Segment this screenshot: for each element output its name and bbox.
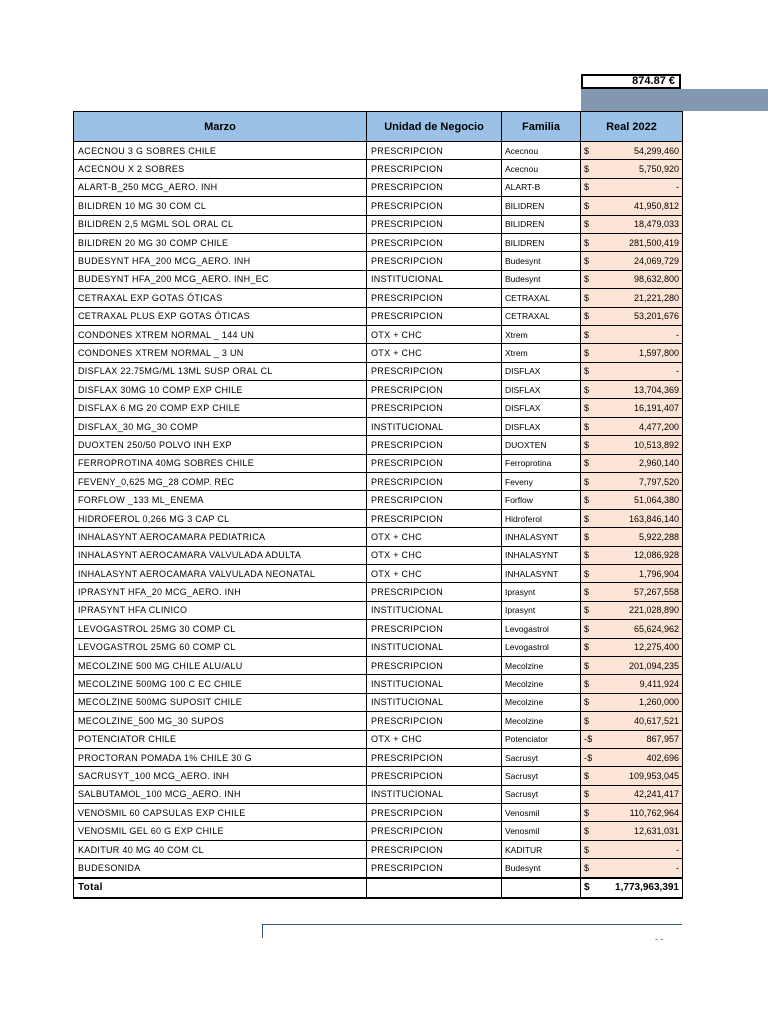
currency-symbol: $ [584,660,590,671]
table-row [74,197,683,215]
currency-symbol: $ [584,421,590,432]
product-cell: SACRUSYT_100 MCG_AERO. INH [74,767,367,785]
amount-value: 16,191,407 [633,403,679,414]
product-cell: PROCTORAN POMADA 1% CHILE 30 G [74,748,367,766]
table-row [74,307,683,325]
amount-value: 65,624,962 [633,623,679,634]
amount-value: 109,953,045 [628,770,679,781]
business-unit-cell: PRESCRIPCION [367,215,502,233]
family-cell: DISFLAX [502,381,581,399]
amount-value: 201,094,235 [628,660,679,671]
family-cell: Mecolzine [502,712,581,730]
table-row [74,785,683,803]
currency-symbol: $ [584,587,590,598]
currency-symbol: $ [584,568,590,579]
total-row [74,878,683,898]
table-row [74,362,683,380]
currency-symbol: $ [584,882,590,894]
currency-symbol: $ [584,770,590,781]
currency-symbol: $ [584,458,590,469]
currency-symbol: $ [584,476,590,487]
header-real-2022: Real 2022 [581,112,683,142]
amount-value: 41,950,812 [633,200,679,211]
currency-symbol: $ [584,789,590,800]
amount-cell [581,712,683,730]
business-unit-cell: PRESCRIPCION [367,656,502,674]
family-cell: Venosmil [502,822,581,840]
business-unit-cell: PRESCRIPCION [367,583,502,601]
amount-cell [581,381,683,399]
currency-symbol: $ [584,292,590,303]
table-row [74,473,683,491]
family-cell: Xtrem [502,325,581,343]
currency-symbol: $ [584,384,590,395]
product-cell: BUDESYNT HFA_200 MCG_AERO. INH_EC [74,270,367,288]
amount-value: 21,221,280 [633,292,679,303]
currency-symbol: $ [584,311,590,322]
currency-symbol: $ [584,256,590,267]
product-cell: DISFLAX 30MG 10 COMP EXP CHILE [74,381,367,399]
business-unit-cell: PRESCRIPCION [367,197,502,215]
business-unit-cell: INSTITUCIONAL [367,270,502,288]
business-unit-cell: PRESCRIPCION [367,178,502,196]
amount-cell [581,528,683,546]
currency-symbol: $ [584,403,590,414]
business-unit-cell: PRESCRIPCION [367,840,502,858]
amount-cell [581,491,683,509]
business-unit-cell: INSTITUCIONAL [367,638,502,656]
table-row [74,289,683,307]
table-row [74,712,683,730]
currency-symbol: $ [584,347,590,358]
amount-cell [581,546,683,564]
amount-cell [581,289,683,307]
business-unit-cell: PRESCRIPCION [367,620,502,638]
amount-cell [581,197,683,215]
currency-symbol: $ [584,623,590,634]
product-cell: DUOXTEN 250/50 POLVO INH EXP [74,436,367,454]
amount-value: 12,631,031 [633,826,679,837]
amount-value: - [676,329,679,340]
family-cell: Levogastrol [502,638,581,656]
header-business-unit: Unidad de Negocio [367,112,502,142]
product-cell: VENOSMIL GEL 60 G EXP CHILE [74,822,367,840]
table-row [74,675,683,693]
currency-symbol: $ [584,164,590,175]
family-cell: CETRAXAL [502,289,581,307]
family-cell: ALART-B [502,178,581,196]
amount-cell [581,675,683,693]
product-cell: ALART-B_250 MCG_AERO. INH [74,178,367,196]
business-unit-cell: PRESCRIPCION [367,399,502,417]
table-row [74,730,683,748]
table-row [74,859,683,878]
amount-cell [581,564,683,582]
amount-cell [581,178,683,196]
table-row [74,528,683,546]
product-cell: LEVOGASTROL 25MG 60 COMP CL [74,638,367,656]
table-row [74,620,683,638]
family-cell: Feveny [502,473,581,491]
family-cell: DISFLAX [502,399,581,417]
amount-value: 51,064,380 [633,495,679,506]
family-cell: INHALASYNT [502,528,581,546]
family-cell: Acecnou [502,160,581,178]
amount-value: 4,477,200 [638,421,679,432]
header-family: Familia [502,112,581,142]
family-cell: INHALASYNT [502,546,581,564]
family-cell: Budesynt [502,252,581,270]
product-cell: BILIDREN 2,5 MGML SOL ORAL CL [74,215,367,233]
family-cell: Budesynt [502,270,581,288]
business-unit-cell: OTX + CHC [367,546,502,564]
amount-cell [581,307,683,325]
table-row [74,270,683,288]
amount-cell [581,233,683,251]
amount-cell [581,454,683,472]
amount-cell [581,583,683,601]
business-unit-cell: PRESCRIPCION [367,142,502,160]
business-unit-cell: INSTITUCIONAL [367,785,502,803]
total-amount: 1,773,963,391 [615,882,679,894]
table-row [74,252,683,270]
amount-value: 163,846,140 [628,513,679,524]
amount-value: 40,617,521 [633,715,679,726]
family-cell: CETRAXAL [502,307,581,325]
family-cell: Mecolzine [502,693,581,711]
amount-cell [581,620,683,638]
business-unit-cell: INSTITUCIONAL [367,693,502,711]
family-cell: DISFLAX [502,362,581,380]
currency-symbol: $ [584,274,590,285]
table-row [74,215,683,233]
business-unit-cell: PRESCRIPCION [367,748,502,766]
product-cell: CETRAXAL PLUS EXP GOTAS ÓTICAS [74,307,367,325]
product-cell: IPRASYNT HFA CLINICO [74,601,367,619]
family-cell: DUOXTEN [502,436,581,454]
amount-value: 18,479,033 [633,219,679,230]
amount-cell [581,436,683,454]
product-cell: MECOLZINE 500MG SUPOSIT CHILE [74,693,367,711]
amount-cell [581,840,683,858]
product-cell: INHALASYNT AEROCAMARA VALVULADA NEONATAL [74,564,367,582]
amount-cell [581,509,683,527]
amount-cell [581,822,683,840]
table-row [74,381,683,399]
family-cell: KADITUR [502,840,581,858]
product-cell: SALBUTAMOL_100 MCG_AERO. INH [74,785,367,803]
footer-divider [262,924,682,938]
business-unit-cell: PRESCRIPCION [367,362,502,380]
table-row [74,509,683,527]
family-cell: Levogastrol [502,620,581,638]
table-row [74,638,683,656]
business-unit-cell: OTX + CHC [367,344,502,362]
currency-symbol: $ [584,200,590,211]
amount-value: 281,500,419 [628,237,679,248]
family-cell: Acecnou [502,142,581,160]
amount-cell [581,160,683,178]
table-header-row [74,112,683,142]
currency-symbol: $ [584,182,590,193]
family-cell: Sacrusyt [502,785,581,803]
table-row [74,822,683,840]
currency-symbol: $ [584,826,590,837]
table-row [74,583,683,601]
amount-value: 5,750,920 [638,164,679,175]
amount-cell [581,730,683,748]
table-row [74,160,683,178]
business-unit-cell: INSTITUCIONAL [367,417,502,435]
total-empty-cell [367,878,502,898]
family-cell: Iprasynt [502,601,581,619]
product-cell: INHALASYNT AEROCAMARA PEDIATRICA [74,528,367,546]
business-unit-cell: PRESCRIPCION [367,491,502,509]
amount-cell [581,399,683,417]
product-cell: VENOSMIL 60 CAPSULAS EXP CHILE [74,804,367,822]
amount-value: 221,028,890 [628,605,679,616]
business-unit-cell: PRESCRIPCION [367,436,502,454]
family-cell: Forflow [502,491,581,509]
currency-symbol: -$ [584,734,593,745]
currency-symbol: $ [584,605,590,616]
family-cell: DISFLAX [502,417,581,435]
business-unit-cell: PRESCRIPCION [367,473,502,491]
family-cell: Iprasynt [502,583,581,601]
currency-symbol: $ [584,715,590,726]
table-row [74,546,683,564]
amount-value: 54,299,460 [633,145,679,156]
product-cell: FORFLOW _133 ML_ENEMA [74,491,367,509]
amount-cell [581,473,683,491]
amount-value: 2,960,140 [638,458,679,469]
amount-value: 53,201,676 [633,311,679,322]
family-cell: Venosmil [502,804,581,822]
amount-cell [581,656,683,674]
amount-cell [581,215,683,233]
product-cell: LEVOGASTROL 25MG 30 COMP CL [74,620,367,638]
product-cell: BUDESONIDA [74,859,367,878]
currency-symbol: $ [584,550,590,561]
table-row [74,454,683,472]
currency-symbol: $ [584,219,590,230]
amount-value: 57,267,558 [633,587,679,598]
business-unit-cell: PRESCRIPCION [367,509,502,527]
currency-symbol: $ [584,329,590,340]
business-unit-cell: PRESCRIPCION [367,454,502,472]
family-cell: BILIDREN [502,197,581,215]
amount-cell [581,601,683,619]
header-color-band [581,89,768,111]
table-row [74,748,683,766]
currency-symbol: $ [584,439,590,450]
amount-cell [581,270,683,288]
business-unit-cell: PRESCRIPCION [367,289,502,307]
table-row [74,601,683,619]
business-unit-cell: PRESCRIPCION [367,859,502,878]
product-cell: DISFLAX 6 MG 20 COMP EXP CHILE [74,399,367,417]
table-row [74,804,683,822]
amount-cell [581,362,683,380]
product-cell: BUDESYNT HFA_200 MCG_AERO. INH [74,252,367,270]
product-cell: CONDONES XTREM NORMAL _ 144 UN [74,325,367,343]
product-cell: CONDONES XTREM NORMAL _ 3 UN [74,344,367,362]
product-cell: ACECNOU 3 G SOBRES CHILE [74,142,367,160]
total-label: Total [74,878,367,898]
total-empty-cell [502,878,581,898]
product-cell: BILIDREN 10 MG 30 COM CL [74,197,367,215]
currency-symbol: $ [584,807,590,818]
business-unit-cell: OTX + CHC [367,528,502,546]
product-cell: KADITUR 40 MG 40 COM CL [74,840,367,858]
table-row [74,142,683,160]
table-row [74,491,683,509]
currency-symbol: $ [584,531,590,542]
product-cell: CETRAXAL EXP GOTAS ÓTICAS [74,289,367,307]
table-row [74,399,683,417]
product-cell: MECOLZINE 500 MG CHILE ALU/ALU [74,656,367,674]
table-row [74,325,683,343]
amount-value: 42,241,417 [633,789,679,800]
amount-value: - [676,844,679,855]
currency-symbol: $ [584,366,590,377]
amount-value: - [676,366,679,377]
currency-symbol: $ [584,495,590,506]
amount-value: 24,069,729 [633,256,679,267]
amount-value: 98,632,800 [633,274,679,285]
family-cell: Sacrusyt [502,767,581,785]
product-cell: FERROPROTINA 40MG SOBRES CHILE [74,454,367,472]
family-cell: Mecolzine [502,675,581,693]
amount-value: 7,797,520 [638,476,679,487]
footer-marks: - - [655,934,664,944]
table-row [74,344,683,362]
amount-cell [581,785,683,803]
business-unit-cell: PRESCRIPCION [367,804,502,822]
amount-value: - [676,862,679,873]
table-row [74,233,683,251]
amount-cell [581,693,683,711]
table-row [74,417,683,435]
currency-symbol: $ [584,697,590,708]
family-cell: BILIDREN [502,233,581,251]
currency-symbol: $ [584,642,590,653]
amount-value: 402,696 [646,752,679,763]
amount-cell [581,417,683,435]
product-cell: IPRASYNT HFA_20 MCG_AERO. INH [74,583,367,601]
amount-cell [581,252,683,270]
table-row [74,767,683,785]
business-unit-cell: PRESCRIPCION [367,160,502,178]
table-row [74,436,683,454]
currency-symbol: $ [584,844,590,855]
amount-value: 1,260,000 [638,697,679,708]
business-unit-cell: OTX + CHC [367,325,502,343]
family-cell: Xtrem [502,344,581,362]
product-cell: FEVENY_0,625 MG_28 COMP. REC [74,473,367,491]
amount-value: 13,704,369 [633,384,679,395]
amount-cell [581,142,683,160]
product-cell: MECOLZINE 500MG 100 C EC CHILE [74,675,367,693]
amount-value: 10,513,892 [633,439,679,450]
product-cell: INHALASYNT AEROCAMARA VALVULADA ADULTA [74,546,367,564]
amount-value: 5,922,288 [638,531,679,542]
amount-value: - [676,182,679,193]
amount-cell [581,804,683,822]
business-unit-cell: PRESCRIPCION [367,252,502,270]
total-amount-cell [581,878,683,898]
table-row [74,178,683,196]
currency-symbol: $ [584,237,590,248]
family-cell: INHALASYNT [502,564,581,582]
family-cell: Hidroferol [502,509,581,527]
header-product: Marzo [74,112,367,142]
family-cell: Budesynt [502,859,581,878]
total-euro-box: 874.87 € [581,74,681,89]
table-row [74,840,683,858]
business-unit-cell: OTX + CHC [367,730,502,748]
product-cell: BILIDREN 20 MG 30 COMP CHILE [74,233,367,251]
product-cell: ACECNOU X 2 SOBRES [74,160,367,178]
business-unit-cell: INSTITUCIONAL [367,601,502,619]
business-unit-cell: PRESCRIPCION [367,233,502,251]
family-cell: Potenciator [502,730,581,748]
amount-cell [581,859,683,878]
table-row [74,564,683,582]
amount-value: 867,957 [646,734,679,745]
currency-symbol: $ [584,145,590,156]
business-unit-cell: PRESCRIPCION [367,381,502,399]
currency-symbol: $ [584,862,590,873]
product-cell: POTENCIATOR CHILE [74,730,367,748]
family-cell: BILIDREN [502,215,581,233]
amount-cell [581,748,683,766]
product-cell: MECOLZINE_500 MG_30 SUPOS [74,712,367,730]
family-cell: Ferroprotina [502,454,581,472]
business-unit-cell: OTX + CHC [367,564,502,582]
amount-cell [581,325,683,343]
amount-cell [581,344,683,362]
currency-symbol: -$ [584,752,593,763]
amount-cell [581,638,683,656]
table-row [74,656,683,674]
family-cell: Sacrusyt [502,748,581,766]
product-cell: HIDROFEROL 0,266 MG 3 CAP CL [74,509,367,527]
amount-value: 12,086,928 [633,550,679,561]
business-unit-cell: INSTITUCIONAL [367,675,502,693]
currency-symbol: $ [584,679,590,690]
business-unit-cell: PRESCRIPCION [367,712,502,730]
amount-value: 1,597,800 [638,347,679,358]
family-cell: Mecolzine [502,656,581,674]
amount-value: 1,796,904 [638,568,679,579]
currency-symbol: $ [584,513,590,524]
business-unit-cell: PRESCRIPCION [367,822,502,840]
amount-value: 9,411,924 [639,679,679,690]
business-unit-cell: PRESCRIPCION [367,307,502,325]
business-unit-cell: PRESCRIPCION [367,767,502,785]
amount-cell [581,767,683,785]
sales-table [73,111,683,899]
amount-value: 12,275,400 [633,642,679,653]
product-cell: DISFLAX 22.75MG/ML 13ML SUSP ORAL CL [74,362,367,380]
amount-value: 110,762,964 [629,807,679,818]
product-cell: DISFLAX_30 MG_30 COMP [74,417,367,435]
table-row [74,693,683,711]
